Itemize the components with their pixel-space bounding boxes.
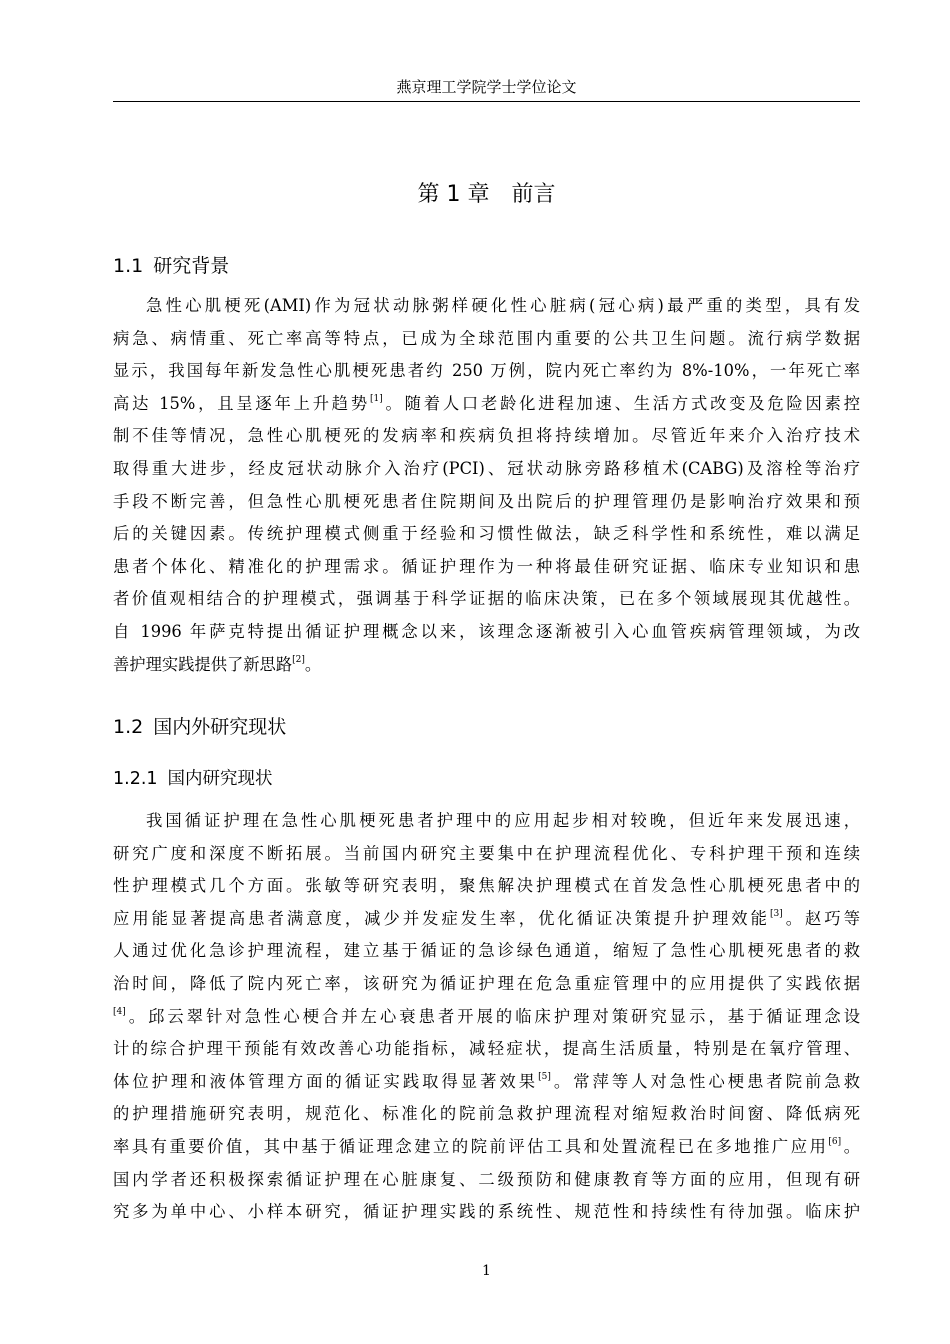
text-segment: 。 bbox=[304, 654, 322, 674]
section-number: 1.2 bbox=[113, 716, 144, 738]
section-title: 研究背景 bbox=[153, 255, 230, 277]
text-line: 的护理措施研究表明，规范化、标准化的院前急救护理流程对缩短救治时间窗、降低病死 bbox=[113, 1104, 860, 1124]
citation-marker: [6] bbox=[828, 1136, 842, 1147]
text-line: 究多为单中心、小样本研究，循证护理实践的系统性、规范性和持续性有待加强。临床护 bbox=[113, 1202, 860, 1222]
text-segment: 率具有重要价值，其中基于循证理念建立的院前评估工具和处置流程已在多地推广应用 bbox=[113, 1136, 829, 1156]
text-line: 人通过优化急诊护理流程，建立基于循证的急诊绿色通道，缩短了急性心肌梗死患者的救 bbox=[113, 941, 860, 961]
running-header: 燕京理工学院学士学位论文 bbox=[396, 78, 577, 96]
text-line bbox=[113, 388, 860, 421]
text-line: 急性心肌梗死(AMI)作为冠状动脉粥样硬化性心脏病(冠心病)最严重的类型，具有发 bbox=[146, 296, 860, 315]
text-segment: 善护理实践提供了新思路 bbox=[113, 654, 293, 674]
text-line: 我国循证护理在急性心肌梗死患者护理中的应用起步相对较晚，但近年来发展迅速， bbox=[146, 811, 860, 830]
chapter-title: 第 1 章 前言 bbox=[417, 182, 556, 207]
text-line bbox=[113, 1001, 860, 1034]
citation-marker: [4] bbox=[113, 1006, 126, 1017]
text-segment: 。随着人口老龄化进程加速、生活方式改变及危险因素控 bbox=[382, 393, 860, 413]
text-segment: 体位护理和液体管理方面的循证实践取得显著效果 bbox=[113, 1071, 539, 1091]
paragraph-research-background bbox=[113, 290, 860, 681]
text-segment: 。邱云翠针对急性心梗合并左心衰患者开展的临床护理对策研究显示，基于循证理念设 bbox=[125, 1006, 860, 1026]
page-number: 1 bbox=[482, 1263, 491, 1279]
text-line: 制不佳等情况，急性心肌梗死的发病率和疾病负担将持续增加。尽管近年来介入治疗技术 bbox=[113, 426, 860, 446]
paragraph-domestic-research bbox=[113, 805, 860, 1229]
subsection-title: 国内研究现状 bbox=[167, 769, 273, 789]
text-segment: 。 bbox=[841, 1136, 860, 1156]
text-segment: 应用能显著提高患者满意度，减少并发症发生率，优化循证决策提升护理效能 bbox=[113, 908, 770, 928]
text-line bbox=[113, 649, 860, 682]
text-line: 患者个体化、精准化的护理需求。循证护理作为一种将最佳研究证据、临床专业知识和患 bbox=[113, 556, 860, 576]
citation-marker: [5] bbox=[538, 1071, 551, 1082]
text-line: 病急、病情重、死亡率高等特点，已成为全球范围内重要的公共卫生问题。流行病学数据 bbox=[113, 328, 860, 348]
section-heading-1-2 bbox=[113, 714, 860, 740]
text-line bbox=[113, 1131, 860, 1164]
citation-marker: [1] bbox=[369, 393, 383, 404]
text-line: 取得重大进步，经皮冠状动脉介入治疗(PCI)、冠状动脉旁路移植术(CABG)及溶栓等治疗 bbox=[113, 458, 860, 478]
subsection-number: 1.2.1 bbox=[113, 769, 158, 789]
text-line: 显示，我国每年新发急性心肌梗死患者约 250 万例，院内死亡率约为 8%-10%，一年死亡率 bbox=[113, 361, 860, 381]
citation-marker: [3] bbox=[769, 908, 783, 919]
text-line: 自 1996 年萨克特提出循证护理概念以来，该理念逐渐被引入心血管疾病管理领域，为改 bbox=[113, 621, 860, 641]
section-title: 国内外研究现状 bbox=[153, 716, 287, 738]
text-line: 国内学者还积极探索循证护理在心脏康复、二级预防和健康教育等方面的应用，但现有研 bbox=[113, 1169, 860, 1189]
text-line bbox=[113, 1066, 860, 1099]
text-line: 计的综合护理干预能有效改善心功能指标，减轻症状，提高生活质量，特别是在氧疗管理、 bbox=[113, 1039, 860, 1059]
text-segment: 。常萍等人对急性心梗患者院前急救 bbox=[550, 1071, 860, 1091]
citation-marker: [2] bbox=[292, 654, 305, 665]
subsection-heading-1-2-1 bbox=[113, 767, 860, 791]
header-rule bbox=[113, 101, 860, 102]
text-line: 手段不断完善，但急性心肌梗死患者住院期间及出院后的护理管理仍是影响治疗效果和预 bbox=[113, 491, 860, 511]
text-segment: 高达 15%，且呈逐年上升趋势 bbox=[113, 393, 370, 413]
section-number: 1.1 bbox=[113, 255, 144, 277]
text-line bbox=[113, 903, 860, 936]
section-heading-1-1 bbox=[113, 253, 860, 279]
text-line: 后的关键因素。传统护理模式侧重于经验和习惯性做法，缺乏科学性和系统性，难以满足 bbox=[113, 524, 860, 544]
text-line: 治时间，降低了院内死亡率，该研究为循证护理在危急重症管理中的应用提供了实践依据 bbox=[113, 973, 860, 993]
text-line: 性护理模式几个方面。张敏等研究表明，聚焦解决护理模式在首发急性心肌梗死患者中的 bbox=[113, 876, 860, 896]
text-line: 研究广度和深度不断拓展。当前国内研究主要集中在护理流程优化、专科护理干预和连续 bbox=[113, 843, 860, 863]
text-segment: 。赵巧等 bbox=[782, 908, 860, 928]
text-line: 者价值观相结合的护理模式，强调基于科学证据的临床决策，已在多个领域展现其优越性。 bbox=[113, 589, 860, 609]
